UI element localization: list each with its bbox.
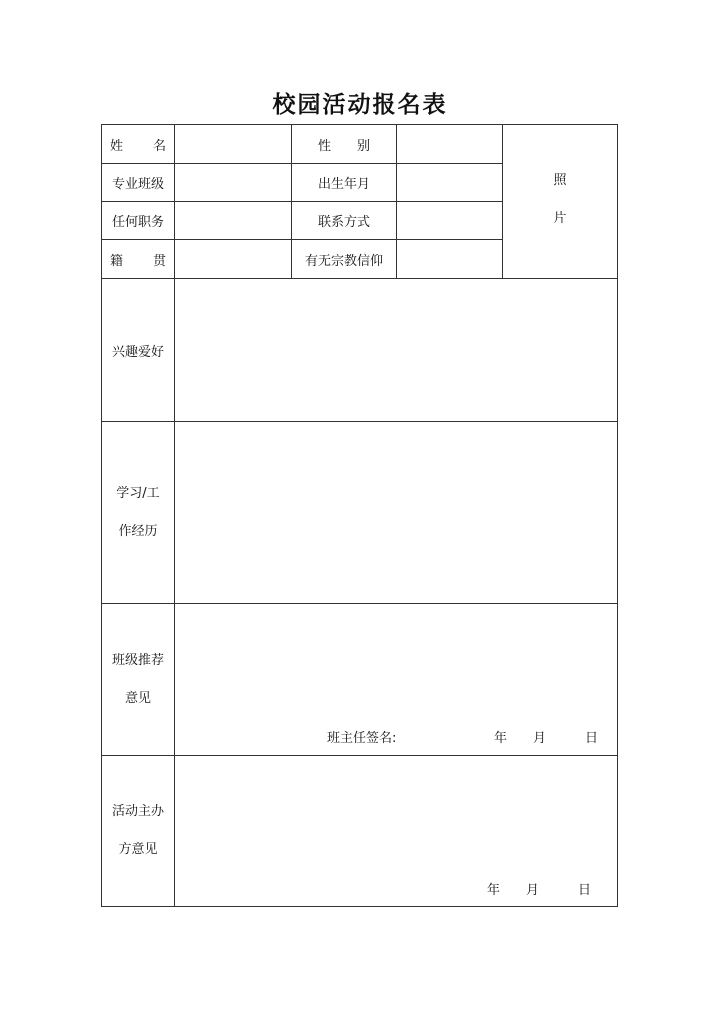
religion-label: 有无宗教信仰 <box>304 253 383 269</box>
name-input-cell[interactable] <box>175 125 291 163</box>
photo-placeholder <box>503 164 617 236</box>
hometown-label-part-1: 籍 <box>110 253 124 269</box>
birth-input-cell[interactable] <box>397 164 502 201</box>
hobby-label: 兴趣爱好 <box>111 344 164 360</box>
class-teacher-signature-label: 班主任签名: <box>327 731 397 746</box>
religion-input-cell[interactable] <box>397 240 502 278</box>
experience-input-area[interactable] <box>175 422 617 603</box>
gender-input-cell[interactable] <box>397 125 502 163</box>
hometown-label <box>102 240 174 278</box>
experience-label <box>102 422 174 603</box>
organizer-opinion-date: 年 月 日 <box>487 883 592 898</box>
contact-input-cell[interactable] <box>397 202 502 239</box>
table-border-right <box>617 124 618 907</box>
experience-label-line-2: 作经历 <box>118 523 158 539</box>
organizer-opinion-label <box>102 756 174 906</box>
gender-label: 性 别 <box>317 138 370 154</box>
position-input-cell[interactable] <box>175 202 291 239</box>
position-label: 任何职务 <box>111 215 164 230</box>
major-class-label: 专业班级 <box>111 177 164 192</box>
photo-label-line-1: 照 <box>553 173 567 188</box>
table-border-bottom <box>101 906 618 907</box>
hometown-input-cell[interactable] <box>175 240 291 278</box>
name-label-part-2: 名 <box>152 138 166 154</box>
organizer-opinion-label-line-1: 活动主办 <box>111 804 164 819</box>
class-recommendation-label-line-2: 意见 <box>124 690 151 706</box>
form-title: 校园活动报名表 <box>272 91 448 118</box>
birth-label: 出生年月 <box>317 177 370 192</box>
class-recommendation-label <box>102 604 174 755</box>
name-label <box>102 125 174 163</box>
name-label-part-1: 姓 <box>110 138 124 154</box>
hobby-input-area[interactable] <box>175 279 617 421</box>
major-class-input-cell[interactable] <box>175 164 291 201</box>
registration-form-table <box>101 124 618 907</box>
class-recommendation-date: 年 月 日 <box>494 731 599 746</box>
contact-label: 联系方式 <box>317 215 370 230</box>
organizer-opinion-label-line-2: 方意见 <box>118 842 158 857</box>
photo-label-line-2: 片 <box>553 211 567 226</box>
experience-label-line-1: 学习/工 <box>116 485 160 501</box>
hometown-label-part-2: 贯 <box>152 253 166 269</box>
class-recommendation-label-line-1: 班级推荐 <box>111 652 164 668</box>
